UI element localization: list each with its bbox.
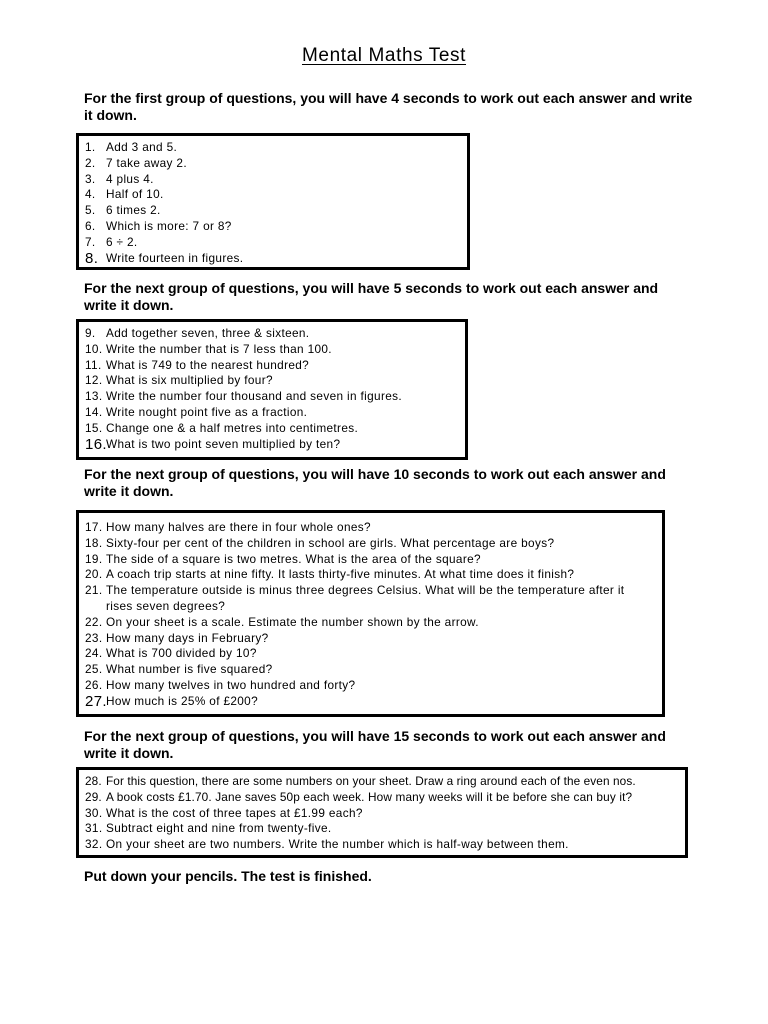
- question-item: 25. What number is five squared?: [85, 662, 273, 677]
- question-item: 20. A coach trip starts at nine fifty. It lasts thirty-five minutes. At what time does it finish?: [85, 567, 575, 582]
- section-2-question-box: [76, 319, 468, 460]
- test-finished-notice: Put down your pencils. The test is finished.: [84, 868, 372, 884]
- question-item: 2. 7 take away 2.: [85, 155, 187, 170]
- question-item: 3. 4 plus 4.: [85, 171, 154, 186]
- page-title: Mental Maths Test: [301, 45, 467, 66]
- question-item: 16. What is two point seven multiplied by ten?: [85, 435, 341, 453]
- question-item: 7. 6 ÷ 2.: [85, 234, 138, 249]
- question-item: 8. Write fourteen in figures.: [85, 249, 244, 267]
- question-item: 6. Which is more: 7 or 8?: [85, 218, 232, 233]
- question-item: 10. Write the number that is 7 less than 100.: [85, 341, 332, 356]
- section-3-question-box: [76, 510, 665, 717]
- question-item: 32. On your sheet are two numbers. Write the number which is half-way between them.: [85, 837, 569, 852]
- question-item: 5. 6 times 2.: [85, 203, 161, 218]
- question-item: 27. How much is 25% of £200?: [85, 692, 259, 710]
- question-item: 12. What is six multiplied by four?: [85, 373, 273, 388]
- question-item: 4. Half of 10.: [85, 187, 164, 202]
- section-4-instruction: For the next group of questions, you will have 15 seconds to work out each answer and write it down.: [84, 728, 666, 761]
- question-item: 18. Sixty-four per cent of the children in school are girls. What percentage are boys?: [85, 535, 555, 550]
- question-item: 30. What is the cost of three tapes at £1.99 each?: [85, 805, 363, 820]
- question-item: 28. For this question, there are some numbers on your sheet. Draw a ring around each of the even nos.: [85, 774, 636, 788]
- section-2-instruction: For the next group of questions, you will have 5 seconds to work out each answer and write it down.: [84, 280, 659, 313]
- question-item: 29. A book costs £1.70. Jane saves 50p each week. How many weeks will it be before she can buy it?: [85, 789, 633, 804]
- question-item: 31. Subtract eight and nine from twenty-five.: [85, 821, 332, 836]
- question-item: 9. Add together seven, three & sixteen.: [85, 326, 310, 340]
- section-4-question-box: [76, 767, 688, 858]
- question-item: 1. Add 3 and 5.: [85, 140, 178, 154]
- question-item: 24. What is 700 divided by 10?: [85, 646, 257, 661]
- question-list: [85, 774, 683, 853]
- question-item: 26. How many twelves in two hundred and forty?: [85, 677, 356, 692]
- question-item: 21. The temperature outside is minus three degrees Celsius. What will be the temperature after it rises seven degrees?: [85, 583, 625, 613]
- question-item: 11. What is 749 to the nearest hundred?: [85, 357, 310, 372]
- section-3-instruction: For the next group of questions, you will have 10 seconds to work out each answer and write it down.: [84, 466, 666, 499]
- question-item: 17. How many halves are there in four whole ones?: [85, 520, 371, 534]
- section-1-instruction: For the first group of questions, you will have 4 seconds to work out each answer and write it down.: [84, 90, 693, 123]
- question-list: [85, 140, 461, 266]
- question-list: [85, 520, 656, 710]
- question-item: 15. Change one & a half metres into centimetres.: [85, 420, 359, 435]
- question-item: 22. On your sheet is a scale. Estimate the number shown by the arrow.: [85, 614, 479, 629]
- question-list: [85, 326, 459, 452]
- question-item: 14. Write nought point five as a fraction.: [85, 404, 308, 419]
- question-item: 19. The side of a square is two metres. What is the area of the square?: [85, 551, 481, 566]
- question-item: 23. How many days in February?: [85, 630, 269, 645]
- section-1-question-box: [76, 133, 470, 270]
- question-item: 13. Write the number four thousand and seven in figures.: [85, 389, 403, 404]
